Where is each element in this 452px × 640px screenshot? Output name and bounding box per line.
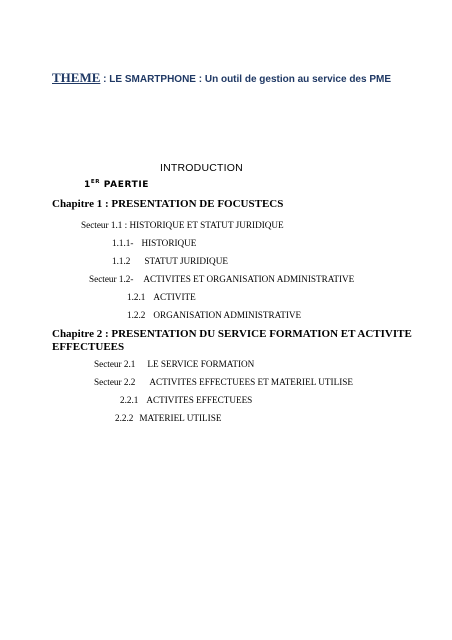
item-number: 2.2.2 [115, 413, 134, 423]
section-number: Secteur 2.1 [94, 359, 136, 369]
item-number: 1.2.2 [127, 310, 146, 320]
item-title: HISTORIQUE [141, 238, 197, 248]
toc-item-2-2-1 [120, 395, 252, 405]
item-title: STATUT JURIDIQUE [144, 256, 228, 266]
toc-item-1-2-1 [127, 292, 196, 302]
section-title: LE SERVICE FORMATION [147, 359, 255, 369]
part-label: PAERTIE [100, 180, 150, 190]
item-number: 2.2.1 [120, 395, 139, 405]
part-number: 1 [84, 180, 91, 190]
section-number: Secteur 1.1 : [81, 220, 128, 230]
introduction-heading: INTRODUCTION [160, 162, 243, 174]
toc-section-2-1 [94, 359, 254, 369]
toc-section-1-1 [81, 220, 284, 230]
item-number: 1.2.1 [127, 292, 146, 302]
theme-text: : LE SMARTPHONE : Un outil de gestion au service des PME [100, 74, 392, 85]
section-number: Secteur 1.2- [89, 274, 134, 284]
item-title: ACTIVITES EFFECTUEES [146, 395, 253, 405]
item-title: MATERIEL UTILISE [139, 413, 222, 423]
section-title: HISTORIQUE ET STATUT JURIDIQUE [129, 220, 284, 230]
section-title: ACTIVITES ET ORGANISATION ADMINISTRATIVE [143, 274, 355, 284]
toc-item-1-1-2 [112, 256, 228, 266]
toc-item-2-2-2 [115, 413, 221, 423]
section-title: ACTIVITES EFFECTUEES ET MATERIEL UTILISE [149, 377, 353, 387]
theme-label: THEME [52, 70, 101, 85]
item-number: 1.1.1- [112, 238, 134, 248]
toc-item-1-1-1 [112, 238, 196, 248]
part-heading [84, 179, 149, 190]
item-title: ORGANISATION ADMINISTRATIVE [153, 310, 302, 320]
toc-section-2-2 [94, 377, 353, 387]
toc-item-1-2-2 [127, 310, 301, 320]
toc-section-1-2 [89, 274, 354, 284]
document-theme [52, 70, 391, 86]
item-number: 1.1.2 [112, 256, 131, 266]
part-number-suffix: ER [90, 179, 101, 185]
chapter-2-title: Chapitre 2 : PRESENTATION DU SERVICE FORMATION ET ACTIVITE EFFECTUEES [52, 328, 412, 353]
chapter-1-title: Chapitre 1 : PRESENTATION DE FOCUSTECS [52, 198, 284, 210]
item-title: ACTIVITE [153, 292, 196, 302]
section-number: Secteur 2.2 [94, 377, 136, 387]
